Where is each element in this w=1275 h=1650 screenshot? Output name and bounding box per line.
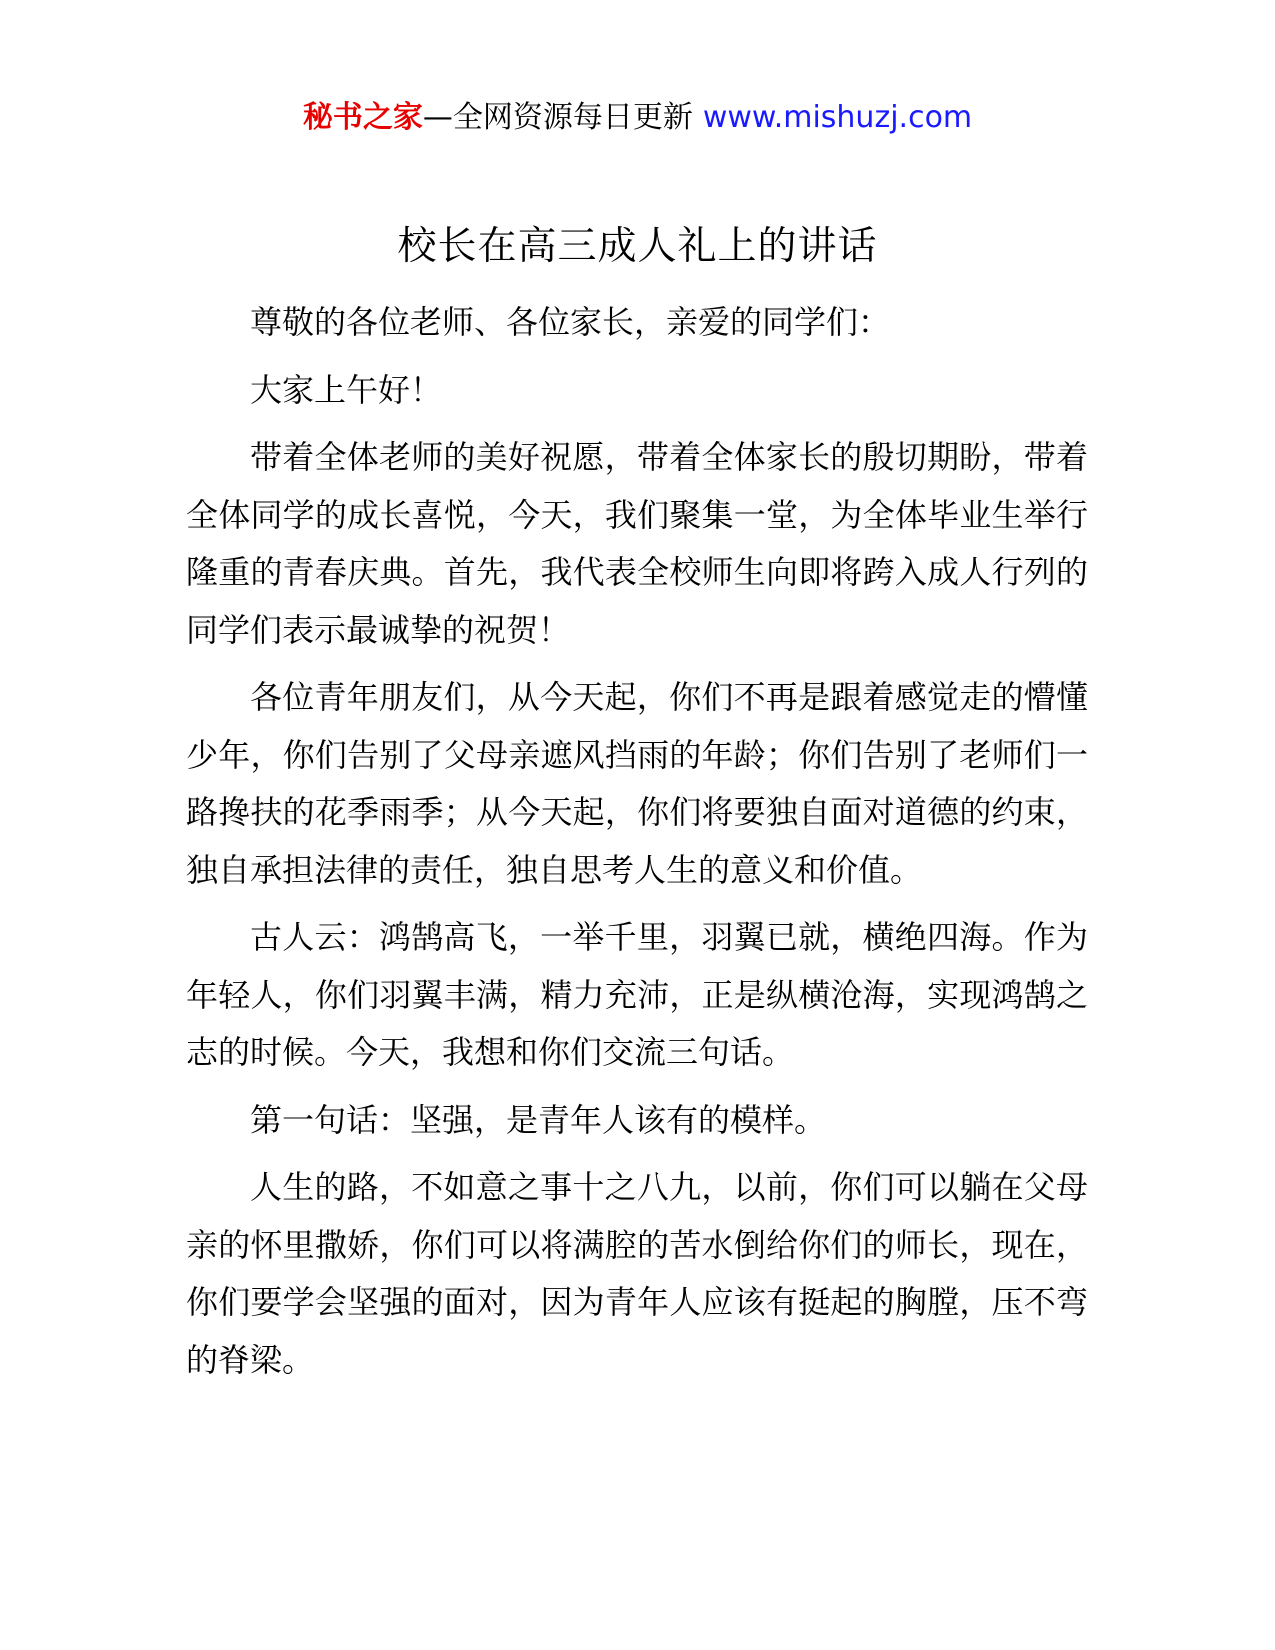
document-body <box>186 294 1088 1399</box>
paragraph-coming-of-age: 各位青年朋友们，从今天起，你们不再是跟着感觉走的懵懂少年，你们告别了父母亲遮风挡雨的年龄；你们告别了老师们一路搀扶的花季雨季；从今天起，你们将要独自面对道德的约束，独自承担法律的责任，独自思考人生的意义和价值。 <box>186 678 1088 889</box>
paragraph-be-strong: 人生的路，不如意之事十之八九，以前，你们可以躺在父母亲的怀里撒娇，你们可以将满腔的苦水倒给你们的师长，现在，你们要学会坚强的面对，因为青年人应该有挺起的胸膛，压不弯的脊梁。 <box>186 1168 1088 1379</box>
paragraph-congratulations: 带着全体老师的美好祝愿，带着全体家长的殷切期盼，带着全体同学的成长喜悦，今天，我们聚集一堂，为全体毕业生举行隆重的青春庆典。首先，我代表全校师生向即将跨入成人行列的同学们表示最诚挚的祝贺！ <box>186 438 1088 649</box>
site-brand: 秘书之家 <box>302 100 423 135</box>
document-title: 校长在高三成人礼上的讲话 <box>397 224 878 269</box>
paragraph-salutation: 尊敬的各位老师、各位家长，亲爱的同学们： <box>250 303 891 341</box>
paragraph-first-point: 第一句话：坚强，是青年人该有的模样。 <box>250 1100 827 1139</box>
site-header <box>0 98 1275 138</box>
site-url-link[interactable]: www.mishuzj.com <box>702 100 973 135</box>
paragraph-greeting: 大家上午好！ <box>250 370 443 409</box>
paragraph-ancient-saying: 古人云：鸿鹄高飞，一举千里，羽翼已就，横绝四海。作为年轻人，你们羽翼丰满，精力充沛，正是纵横沧海，实现鸿鹄之志的时候。今天，我想和你们交流三句话。 <box>186 918 1088 1071</box>
site-tagline: —全网资源每日更新 <box>422 100 693 135</box>
